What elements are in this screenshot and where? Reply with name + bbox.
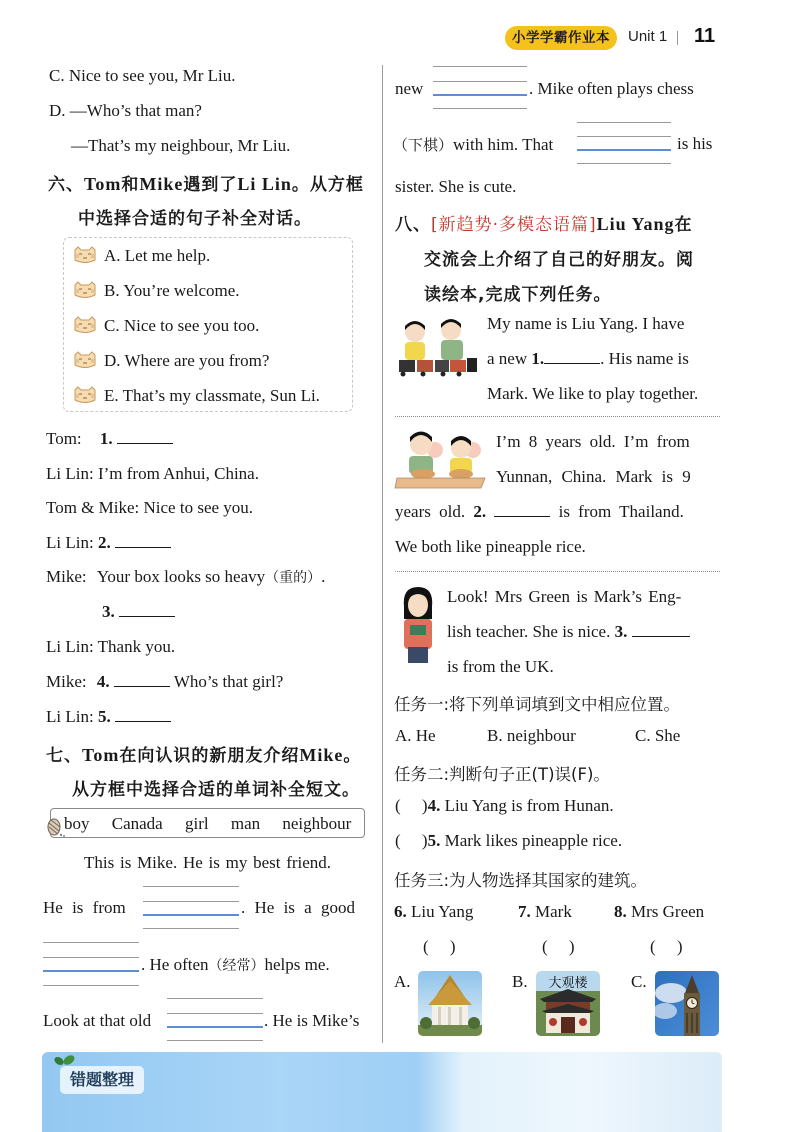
dialogue-line-3 [46, 498, 253, 518]
option-text: A. Let me help. [104, 246, 211, 265]
writing-guide-line [577, 122, 671, 123]
item-number: 6. [394, 902, 407, 921]
teacher-illustration [398, 585, 440, 667]
page-number: 11 [694, 25, 716, 47]
passage-line-2-before: He is from [43, 898, 126, 917]
dialogue-line-4 [46, 533, 171, 553]
answer-bracket-7[interactable]: ( ) [542, 937, 575, 956]
sentence-option-a [73, 246, 210, 266]
title-text: 。从方框 [291, 175, 364, 195]
writing-guide-line [433, 108, 527, 109]
name-mike: Mike [299, 745, 344, 765]
option-letter: C. [49, 66, 65, 85]
prev-option-d [49, 101, 202, 121]
dialogue-line-2 [46, 464, 259, 484]
chinese-gloss: （经常） [208, 958, 265, 974]
cat-icon [73, 386, 97, 404]
dialogue-text: Your box looks so heavy [96, 567, 266, 586]
answer-line-blank-5[interactable] [577, 149, 671, 151]
panel1-line3: Mark. We like to play together. [487, 384, 699, 403]
answer-bracket-8[interactable]: ( ) [650, 937, 683, 956]
passage-line-4-after: . He is Mike’s [264, 1011, 360, 1030]
task3-person-7 [518, 902, 572, 922]
speaker: Tom & Mike: [46, 498, 140, 517]
answer-blank-1[interactable] [117, 430, 173, 444]
person-name: Mark [535, 902, 572, 921]
prev-option-d-answer: —That’s my neighbour, Mr Liu. [71, 136, 291, 155]
answer-blank-8-2[interactable] [494, 503, 550, 517]
title-text: 和 [121, 175, 140, 195]
cat-icon [73, 316, 97, 334]
writing-guide-line [433, 81, 527, 82]
panel-divider [395, 416, 720, 417]
writing-guide-line [43, 957, 139, 958]
option-text: B. You’re welcome. [104, 281, 240, 300]
blank-number: 5. [97, 707, 111, 726]
two-boys-train-illustration [393, 318, 479, 382]
chinese-gloss: （下棋） [393, 136, 454, 154]
passage-text: helps me. [264, 955, 330, 974]
name-tom: Tom [84, 174, 122, 194]
answer-blank-8-1[interactable] [544, 350, 600, 364]
choice-c-letter: C. [631, 972, 647, 991]
speaker: Tom: [46, 429, 82, 448]
choice-b-letter: B. [512, 972, 528, 991]
section7-title-line1 [46, 741, 361, 766]
dialogue-text: Who’s that girl? [173, 672, 284, 691]
answer-blank-8-3[interactable] [632, 623, 690, 637]
section-number: 七、 [46, 746, 82, 766]
title-text: 在向认识的新朋友介绍 [119, 746, 300, 766]
writing-guide-line [167, 998, 263, 999]
item-number: 4. [427, 796, 441, 815]
task2-title: 任务二:判断句子正(T)误(F)。 [394, 765, 610, 784]
sentence-option-c [73, 316, 259, 336]
passage-line-4-before: Look at that old [43, 1011, 152, 1030]
dialogue-line-9 [46, 707, 171, 727]
answer-bracket-6[interactable]: ( ) [423, 937, 456, 956]
passage-cont-line-3: sister. She is cute. [395, 177, 517, 196]
mistake-notes-area[interactable] [42, 1052, 722, 1132]
dialogue-text: I’m from Anhui, China. [97, 464, 259, 483]
passage-line-1: This is Mike. He is my best friend. [84, 853, 332, 872]
big-ben-photo [655, 971, 719, 1036]
section8-title-line1 [395, 210, 693, 235]
writing-guide-line [167, 1040, 263, 1041]
task1-title: 任务一:将下列单词填到文中相应位置。 [394, 695, 681, 714]
sentence-option-e [73, 386, 320, 406]
task1-option-b: B. neighbour [487, 726, 576, 745]
writing-guide-line [167, 1013, 263, 1014]
task3-person-8 [614, 902, 704, 922]
panel3-line2: lish teacher. She is nice. 3. [447, 622, 690, 642]
word-bank-item: boy [64, 814, 90, 833]
cat-icon [73, 246, 97, 264]
word-bank [64, 814, 351, 834]
passage-cont-line-2 [393, 134, 553, 155]
dialogue-line-6 [102, 602, 175, 622]
name-li-lin: Li Lin [237, 174, 292, 194]
dialogue-line-5 [46, 567, 325, 587]
answer-blank-4[interactable] [114, 673, 170, 687]
answer-bracket[interactable]: ( ) [395, 796, 428, 815]
option-text: —Who’s that man? [69, 101, 202, 120]
task3-person-6 [394, 902, 473, 922]
column-divider [382, 65, 383, 1043]
task2-item-4 [395, 796, 614, 816]
panel2-line4: We both like pineapple rice. [395, 537, 586, 556]
blank-number: 2. [97, 533, 111, 552]
passage-text: with him. That [453, 135, 554, 154]
writing-guide-line [577, 163, 671, 164]
speaker: Li Lin: [46, 464, 94, 483]
section6-title-line1 [48, 170, 364, 195]
panel3-line1: Look! Mrs Green is Mark’s Eng- [447, 587, 682, 606]
task1-option-c: C. She [635, 726, 681, 745]
person-name: Mrs Green [631, 902, 705, 921]
writing-guide-line [43, 942, 139, 943]
passage-cont-line-2-after: is his [677, 134, 713, 153]
answer-line-blank-1[interactable] [143, 914, 239, 916]
word-bank-item: girl [184, 814, 209, 833]
name-tom: Tom [82, 745, 120, 765]
option-letter: D. [49, 101, 66, 120]
section-number: 六、 [48, 175, 84, 195]
title-text: 遇到了 [183, 175, 238, 195]
blank-number: 4. [96, 672, 110, 691]
speaker: Mike: [46, 567, 87, 586]
passage-cont-line-1-before: new [395, 79, 424, 98]
dialogue-line-1 [46, 429, 173, 449]
choice-a-letter: A. [394, 972, 411, 991]
photo-caption: 大观楼 [548, 976, 588, 991]
task2-item-5 [395, 831, 622, 851]
dialogue-line-8 [46, 672, 283, 692]
answer-line-blank-2[interactable] [43, 970, 139, 972]
option-text: C. Nice to see you too. [104, 316, 260, 335]
sentence-option-d [73, 351, 269, 371]
item-number: 8. [614, 902, 627, 921]
word-bank-item: Canada [111, 814, 163, 833]
trend-tag: [新趋势·多模态语篇] [431, 215, 597, 235]
section8-title-line2: 交流会上介绍了自己的好朋友。阅 [424, 250, 694, 270]
speaker: Mike: [46, 672, 87, 691]
cat-icon [73, 351, 97, 369]
speaker: Li Lin: [46, 707, 94, 726]
two-boys-eating-illustration [393, 428, 489, 494]
section7-title-line2: 从方框中选择合适的单词补全短文。 [72, 780, 360, 800]
passage-line-3 [141, 955, 330, 975]
blank-number: 3. [102, 602, 115, 621]
section-number: 八、 [395, 215, 431, 235]
passage-line-2-after: . He is a good [241, 898, 355, 917]
word-bank-item: man [230, 814, 261, 833]
blank-number: 1. [99, 429, 113, 448]
writing-guide-line [143, 886, 239, 887]
option-text: E. That’s my classmate, Sun Li. [104, 386, 320, 405]
book-title-badge: 小学学霸作业本 [505, 26, 617, 50]
daguanlou-photo [536, 971, 600, 1036]
section6-title-line2: 中选择合适的句子补全对话。 [78, 209, 312, 229]
chinese-gloss: （重的） [265, 570, 322, 586]
speaker: Li Lin: [46, 533, 94, 552]
panel-divider [395, 571, 720, 572]
panel1-line1: My name is Liu Yang. I have [487, 314, 685, 333]
panel3-line3: is from the UK. [447, 657, 554, 676]
writing-guide-line [143, 928, 239, 929]
dialogue-text: Nice to see you. [143, 498, 254, 517]
header-divider [677, 31, 678, 45]
answer-blank-5[interactable] [115, 708, 171, 722]
passage-text: . He often [141, 955, 209, 974]
option-text: D. Where are you from? [104, 351, 270, 370]
cat-icon [73, 281, 97, 299]
task3-title: 任务三:为人物选择其国家的建筑。 [394, 871, 648, 890]
statement-text: Mark likes pineapple rice. [444, 831, 623, 850]
prev-option-c [49, 66, 236, 86]
item-number: 7. [518, 902, 531, 921]
option-text: Nice to see you, Mr Liu. [68, 66, 236, 85]
punctuation: . [321, 567, 326, 586]
title-text: 。 [343, 746, 362, 766]
answer-blank-2[interactable] [115, 534, 171, 548]
section8-title-line3: 读绘本,完成下列任务。 [424, 285, 612, 305]
item-number: 5. [427, 831, 441, 850]
answer-bracket[interactable]: ( ) [395, 831, 428, 850]
answer-line-blank-4[interactable] [433, 94, 527, 96]
panel2-line1: I’m 8 years old. I’m from [496, 432, 690, 451]
word-bank-item: neighbour [282, 814, 352, 833]
pencil-icon [45, 816, 65, 843]
panel2-line3: years old. 2. is from Thailand. [395, 502, 684, 521]
sentence-option-b [73, 281, 240, 301]
writing-guide-line [43, 985, 139, 986]
statement-text: Liu Yang is from Hunan. [444, 796, 614, 815]
writing-guide-line [143, 901, 239, 902]
dialogue-line-7 [46, 637, 175, 657]
mistake-notes-label: 错题整理 [60, 1066, 144, 1094]
answer-blank-3[interactable] [119, 603, 175, 617]
name-mike: Mike [139, 174, 184, 194]
task1-option-a: A. He [395, 726, 436, 745]
panel2-line2: Yunnan, China. Mark is 9 [496, 467, 691, 486]
answer-line-blank-3[interactable] [167, 1026, 263, 1028]
passage-cont-line-1-after: . Mike often plays chess [529, 79, 694, 98]
panel1-line2: a new 1. . His name is [487, 349, 689, 368]
person-name: Liu Yang [411, 902, 474, 921]
thai-temple-photo [418, 971, 482, 1036]
writing-guide-line [577, 136, 671, 137]
title-text: 在 [674, 215, 693, 235]
unit-label: Unit 1 [628, 28, 668, 45]
dialogue-text: Thank you. [97, 637, 176, 656]
speaker: Li Lin: [46, 637, 94, 656]
name-liu-yang: Liu Yang [596, 214, 675, 234]
writing-guide-line [433, 66, 527, 67]
